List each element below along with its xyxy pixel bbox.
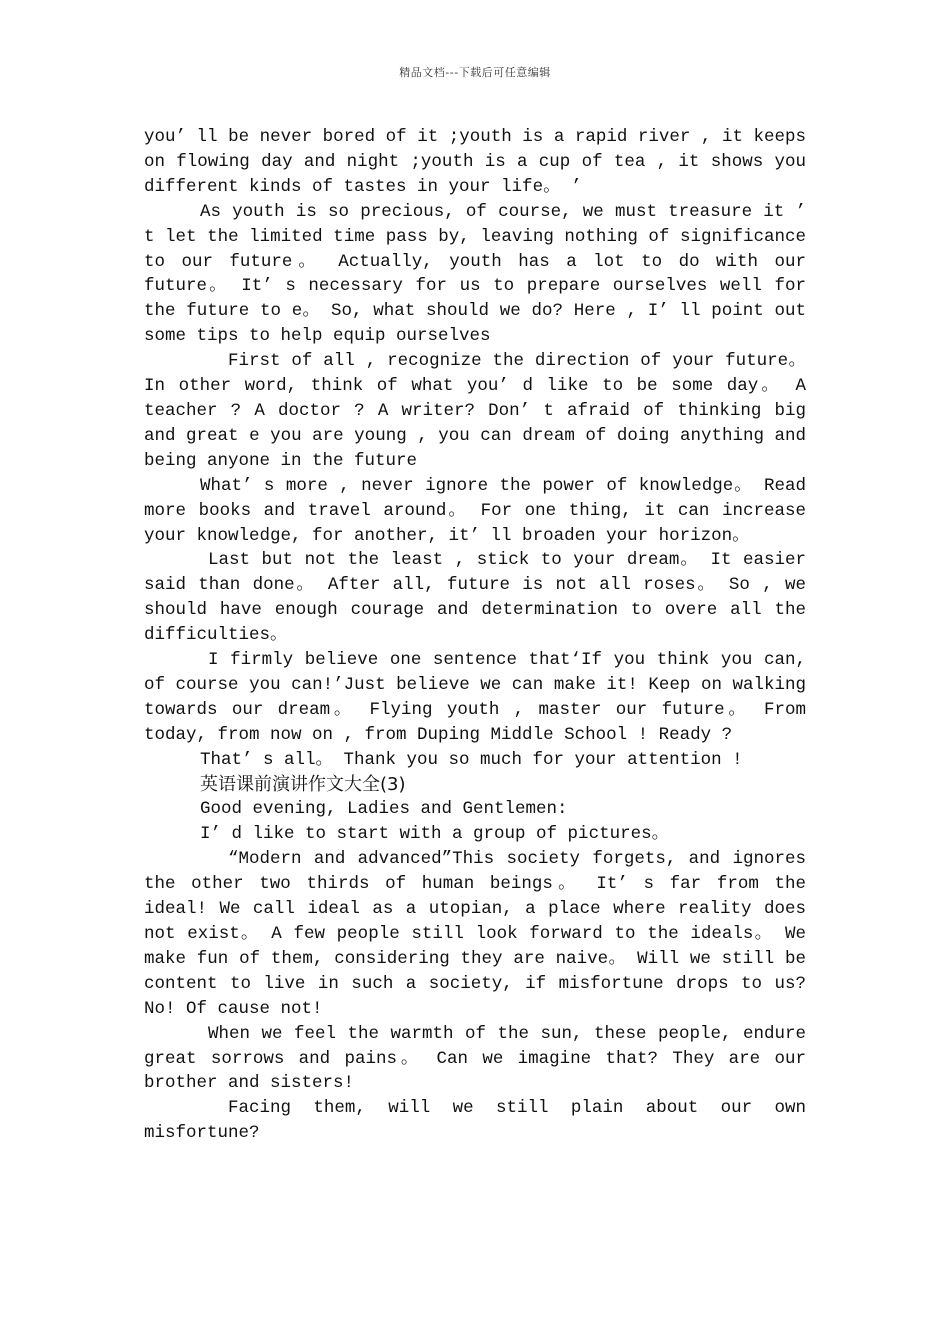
paragraph: When we feel the warmth of the sun, these people, endure great sorrows and pains。 Can we imagine that? They are our brother and sisters!: [144, 1023, 806, 1094]
paragraph: First of all , recognize the direction of your future。 In other word, think of what you’ d like to be some day。 A teacher ? A doctor ? A writer? Don’ t afraid of thinking big and great e you are young , you can dream of doing anything and being anyone in the future: [144, 351, 806, 471]
paragraph: As youth is so precious, of course, we must treasure it ’ t let the limited time pass by, leaving nothing of significance to our future。 Actually, youth has a lot to do with our future。 It’ s necessary for us to prepare ourselves well for the future to e。 So, what should we do? Here , I’ ll point out some tips to help equip ourselves: [144, 201, 806, 347]
section-heading: 英语课前演讲作文大全(3): [200, 773, 406, 795]
page-header: 精品文档---下载后可任意编辑: [399, 66, 551, 79]
document-body: [144, 125, 806, 1146]
paragraph: Facing them, will we still plain about our own misfortune?: [144, 1098, 806, 1144]
paragraph: That’ s all。 Thank you so much for your attention !: [200, 749, 743, 770]
paragraph: you’ ll be never bored of it ;youth is a rapid river , it keeps on flowing day and night ;youth is a cup of tea , it shows you different kinds of tastes in your life。 ’: [144, 127, 806, 197]
paragraph: “Modern and advanced”This society forgets, and ignores the other two thirds of human beings。 It’ s far from the ideal! We call ideal as a utopian, a place where reality does not exist。 A few people still look forward to the ideals。 We make fun of them, considering they are naive。 Will we still be content to live in such a society, if misfortune drops to us? No! Of cause not!: [144, 849, 806, 1019]
paragraph: What’ s more , never ignore the power of knowledge。 Read more books and travel around。 For one thing, it can increase your knowledge, for another, it’ ll broaden your horizon。: [144, 475, 806, 546]
greeting: Good evening, Ladies and Gentlemen:: [200, 799, 568, 820]
paragraph: I firmly believe one sentence that‘If you think you can, of course you can!’Just believe we can make it! Keep on walking towards our dream。 Flying youth , master our future。 From today, from now on , from Duping Middle School ! Ready ?: [144, 650, 806, 745]
paragraph: I’ d like to start with a group of pictures。: [200, 824, 670, 845]
paragraph: Last but not the least , stick to your dream。 It easier said than done。 After all, future is not all roses。 So , we should have enough courage and determination to overe all the difficulties。: [144, 550, 806, 646]
